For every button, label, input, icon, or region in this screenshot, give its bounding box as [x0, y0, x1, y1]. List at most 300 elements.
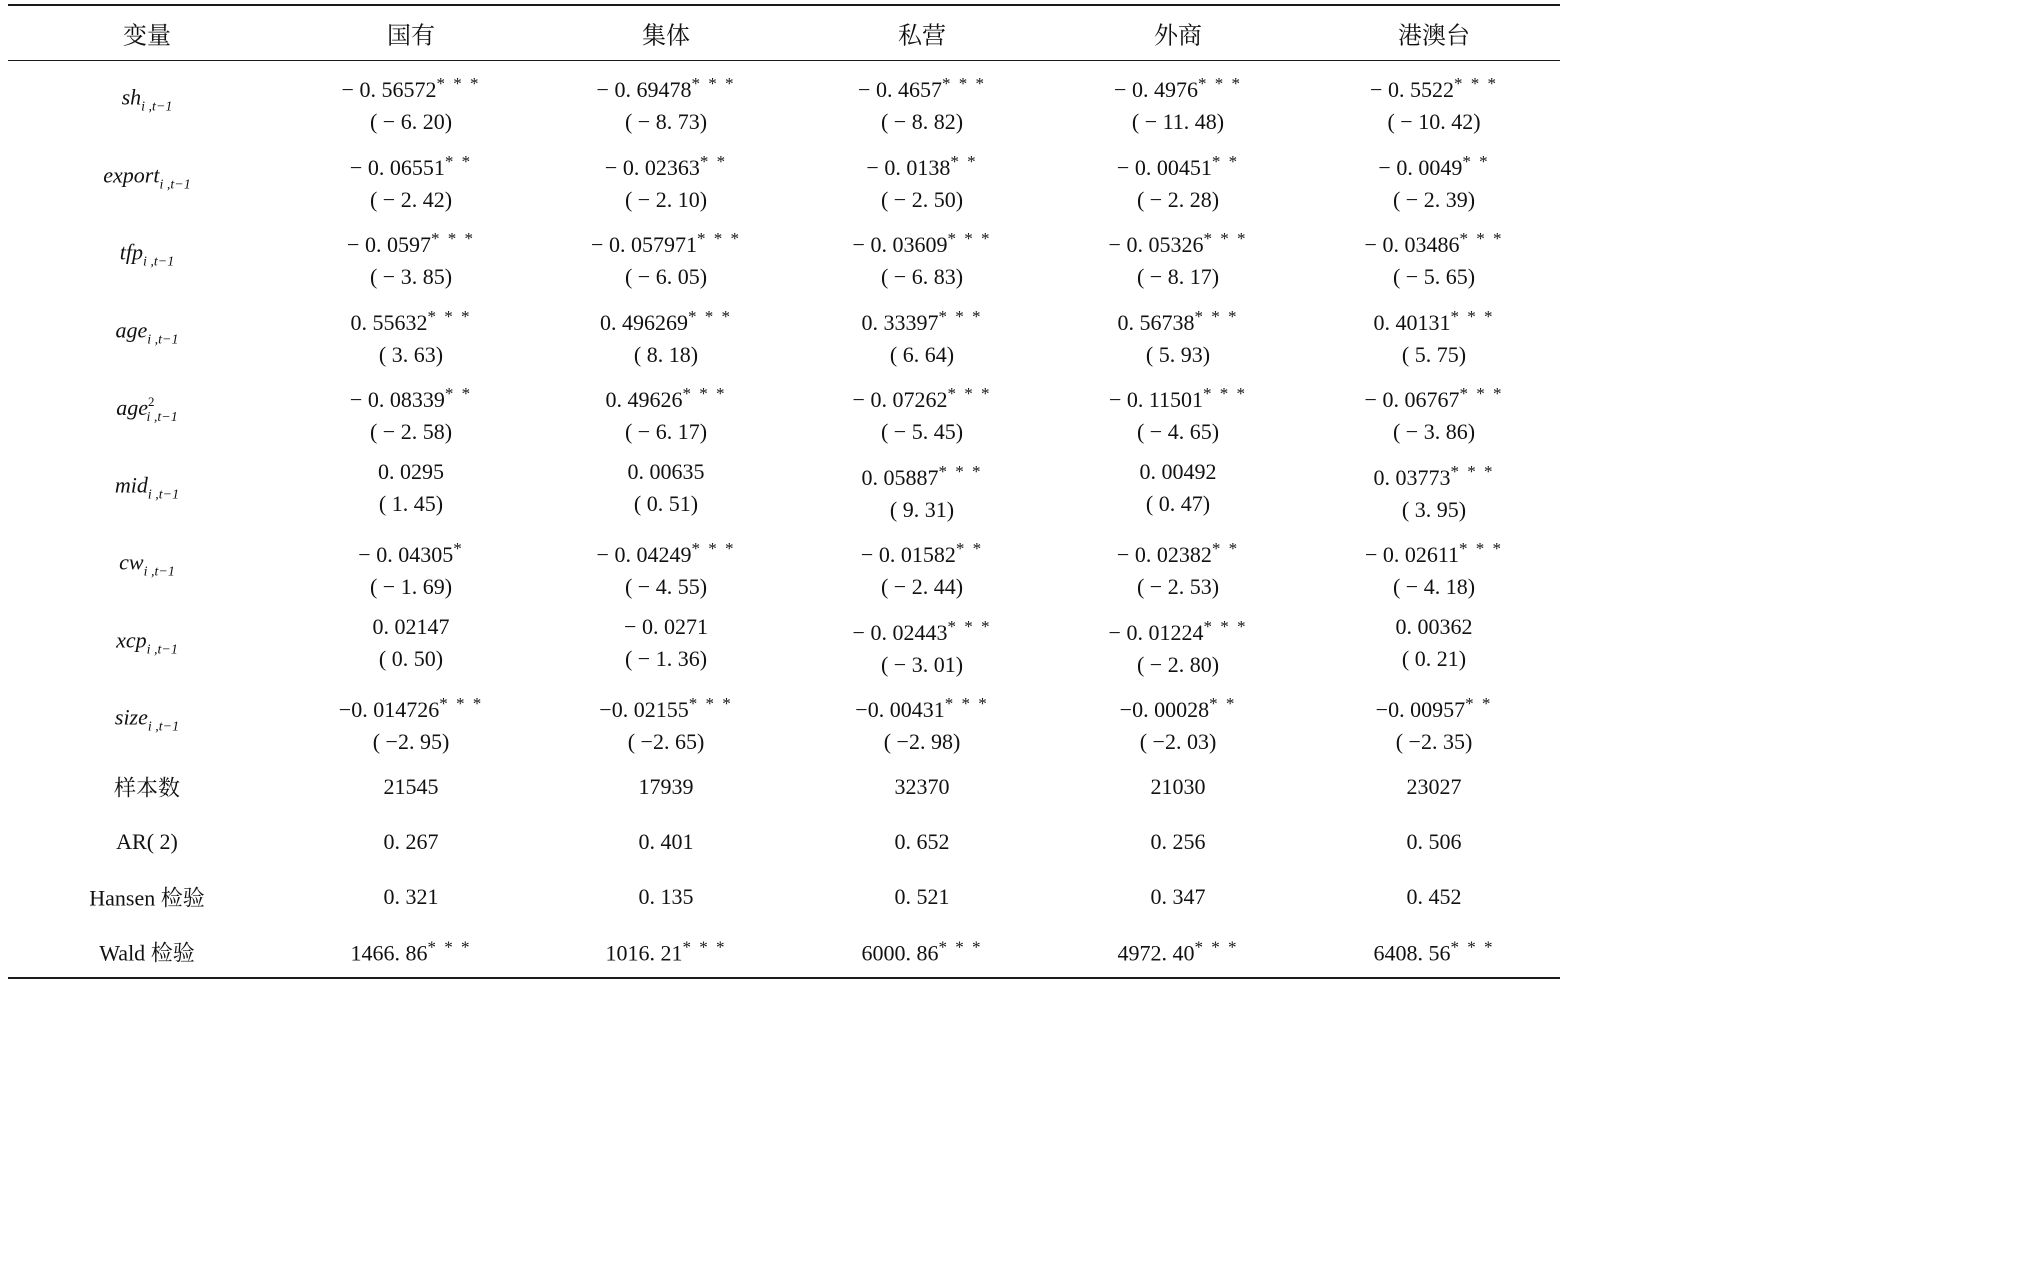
- coefficient-value-line: [1120, 688, 1237, 726]
- coefficient-value-line: [861, 533, 983, 571]
- stat-value-cell: [1151, 774, 1206, 800]
- stat-value-cell: [895, 829, 950, 855]
- coefficient-cell: [1109, 378, 1247, 448]
- t-statistic: ( − 10. 42): [1387, 109, 1481, 134]
- stat-value: 17939: [638, 774, 694, 799]
- variable-label: [116, 317, 179, 348]
- coefficient-value-line: [1109, 223, 1248, 261]
- significance-stars: * * *: [691, 74, 736, 93]
- coefficient-value-line: [1376, 688, 1493, 726]
- t-statistic: ( − 2. 58): [369, 419, 453, 444]
- coefficient-cell: [591, 223, 741, 293]
- variable-label: [120, 240, 174, 271]
- coefficient-cell: [861, 533, 983, 603]
- t-statistic: ( − 2. 44): [880, 574, 964, 599]
- coefficient-value-line: [606, 378, 727, 416]
- variable-symbol: export: [103, 162, 160, 187]
- stat-label-latin: AR( 2): [116, 829, 178, 854]
- coefficient-cell: [351, 301, 472, 371]
- coefficient-cell: [339, 688, 483, 758]
- variable-symbol: cw: [119, 549, 144, 575]
- coefficient-cell: [1370, 68, 1498, 138]
- significance-stars: * * *: [938, 937, 983, 957]
- stat-value: 1016. 21: [605, 940, 683, 966]
- significance-stars: * * *: [688, 306, 732, 326]
- variable-subscript: i ,t−1: [141, 99, 173, 115]
- coefficient-value: −0. 02155: [599, 697, 689, 722]
- stat-value: 0. 506: [1406, 829, 1462, 854]
- coefficient-value: 0. 00635: [627, 458, 705, 484]
- significance-stars: * * *: [1203, 229, 1248, 248]
- variable-superscript: 2: [148, 394, 155, 409]
- t-statistic: ( −2. 65): [627, 729, 705, 754]
- coefficient-value: − 0. 05326: [1108, 232, 1204, 257]
- t-statistic: ( 5. 93): [1145, 341, 1211, 367]
- coefficient-value: − 0. 4657: [858, 77, 942, 102]
- stat-value-cell: [639, 829, 694, 855]
- stat-value: 32370: [894, 774, 950, 799]
- stat-value-cell: [1151, 884, 1206, 910]
- coefficient-value: −0. 00028: [1119, 697, 1210, 722]
- t-statistic: ( − 1. 69): [369, 574, 453, 599]
- coefficient-cell: [1120, 688, 1237, 758]
- stat-label: [89, 882, 205, 913]
- significance-stars: * * *: [1203, 384, 1248, 403]
- coefficient-value-line: [1374, 456, 1495, 494]
- coefficient-value: −0. 00957: [1375, 697, 1466, 722]
- header-ownership-col: 私营: [898, 21, 946, 50]
- t-statistic: ( −2. 95): [372, 729, 450, 754]
- coefficient-cell: [853, 611, 992, 681]
- t-statistic: ( 6. 64): [889, 341, 955, 367]
- t-statistic: ( 9. 31): [889, 496, 955, 522]
- coefficient-cell: [1114, 68, 1242, 138]
- variable-label: [119, 550, 175, 581]
- coefficient-value-line: [597, 533, 736, 571]
- coefficient-value-line: [1370, 68, 1498, 106]
- t-statistic: ( − 3. 01): [880, 651, 964, 677]
- coefficient-value: − 0. 02443: [852, 619, 948, 645]
- stat-value: 0. 347: [1150, 884, 1206, 909]
- t-statistic: ( − 2. 39): [1392, 186, 1476, 212]
- stat-label: [99, 937, 194, 968]
- coefficient-value-line: [351, 301, 472, 339]
- coefficient-cell: [1365, 223, 1504, 293]
- significance-stars: * * *: [691, 539, 736, 558]
- t-statistic: ( − 4. 55): [624, 574, 708, 599]
- coefficient-cell: [1365, 533, 1503, 603]
- stat-label: [116, 829, 178, 855]
- t-statistic: ( − 5. 65): [1392, 264, 1476, 289]
- t-statistic: ( − 2. 53): [1136, 574, 1220, 599]
- t-statistic: ( − 4. 18): [1392, 574, 1476, 599]
- variable-label: [116, 394, 178, 426]
- significance-stars: * * *: [696, 229, 741, 248]
- stat-value-cell: [384, 884, 439, 910]
- coefficient-value: 0. 02147: [372, 613, 450, 639]
- coefficient-value: − 0. 4976: [1114, 77, 1198, 102]
- header-variable: 变量: [123, 21, 171, 50]
- stat-value-cell: [1118, 938, 1239, 967]
- significance-stars: * * *: [1194, 937, 1239, 957]
- t-statistic: ( − 6. 20): [369, 109, 453, 134]
- coefficient-value-line: [599, 688, 732, 726]
- coefficient-cell: [1117, 146, 1239, 216]
- coefficient-value: 0. 33397: [861, 309, 939, 335]
- coefficient-value-line: [591, 223, 741, 261]
- variable-label: [115, 472, 179, 503]
- t-statistic: ( −2. 03): [1139, 729, 1217, 754]
- coefficient-value: − 0. 057971: [591, 232, 697, 257]
- stat-label: [114, 772, 180, 803]
- coefficient-value: 0. 0295: [378, 458, 444, 484]
- significance-stars: * * *: [1450, 461, 1495, 481]
- significance-stars: * * *: [938, 461, 983, 481]
- variable-symbol: age: [115, 317, 148, 342]
- stat-label-chinese: 检验: [160, 886, 205, 912]
- coefficient-cell: [342, 68, 481, 138]
- significance-stars: * * *: [427, 306, 472, 326]
- coefficient-value-line: [866, 146, 977, 184]
- variable-subscript: i ,t−1: [159, 177, 191, 192]
- stat-value: 21545: [383, 774, 439, 799]
- variable-subscript: i ,t−1: [147, 332, 179, 347]
- t-statistic: ( − 5. 45): [880, 419, 964, 444]
- significance-stars: * * *: [947, 616, 992, 636]
- coefficient-cell: [624, 611, 708, 675]
- coefficient-value-line: [853, 378, 992, 416]
- coefficient-cell: [1376, 688, 1493, 758]
- coefficient-value-line: [1109, 378, 1247, 416]
- coefficient-cell: [1118, 301, 1239, 371]
- coefficient-value-line: [597, 68, 736, 106]
- significance-stars: * *: [699, 151, 728, 171]
- coefficient-cell: [628, 456, 705, 520]
- coefficient-value: −0. 00431: [855, 697, 945, 722]
- t-statistic: ( 3. 63): [378, 341, 444, 367]
- t-statistic: ( 8. 18): [633, 341, 699, 367]
- coefficient-cell: [1117, 533, 1239, 603]
- coefficient-value: 0. 05887: [861, 464, 939, 490]
- variable-symbol: tfp: [119, 239, 143, 265]
- stat-value: 23027: [1406, 774, 1462, 799]
- coefficient-value: − 0. 02611: [1364, 542, 1460, 567]
- stat-value-cell: [1151, 829, 1206, 855]
- t-statistic: ( − 6. 17): [624, 419, 708, 444]
- coefficient-value: 0. 00492: [1139, 458, 1217, 484]
- t-statistic: ( − 2. 10): [624, 186, 708, 212]
- coefficient-value: 0. 56738: [1117, 309, 1195, 335]
- coefficient-value-line: [862, 301, 983, 339]
- coefficient-value: − 0. 56572: [341, 77, 437, 102]
- coefficient-cell: [858, 68, 986, 138]
- coefficient-value-line: [373, 611, 450, 643]
- coefficient-cell: [378, 456, 444, 520]
- coefficient-value: 0. 55632: [350, 309, 428, 335]
- header-ownership-col: 国有: [387, 21, 435, 50]
- significance-stars: * * *: [1459, 384, 1504, 403]
- coefficient-cell: [600, 301, 732, 371]
- coefficient-value-line: [624, 611, 708, 643]
- stat-value-cell: [606, 938, 727, 967]
- significance-stars: * * *: [1459, 539, 1504, 558]
- variable-symbol: xcp: [116, 627, 147, 652]
- stat-label-latin: Wald: [99, 940, 151, 966]
- coefficient-value-line: [1365, 533, 1503, 571]
- stat-label-chinese: 检验: [150, 941, 195, 967]
- t-statistic: ( −2. 98): [883, 729, 961, 754]
- significance-stars: * * *: [436, 74, 481, 93]
- coefficient-value: − 0. 0597: [347, 232, 431, 257]
- variable-subscript: i ,t−1: [143, 564, 175, 580]
- coefficient-value: − 0. 0049: [1378, 154, 1463, 180]
- significance-stars: * * *: [427, 937, 472, 957]
- variable-subscript: i ,t−1: [147, 487, 180, 502]
- coefficient-value: − 0. 06551: [349, 154, 445, 180]
- coefficient-cell: [1374, 456, 1495, 526]
- significance-stars: * * *: [947, 384, 992, 403]
- stat-value-cell: [384, 774, 439, 800]
- coefficient-value-line: [347, 223, 475, 261]
- significance-stars: * * *: [941, 74, 986, 93]
- significance-stars: * *: [1211, 539, 1240, 558]
- coefficient-cell: [1378, 146, 1489, 216]
- coefficient-value-line: [1118, 301, 1239, 339]
- coefficient-value-line: [378, 456, 444, 488]
- stat-value: 4972. 40: [1117, 940, 1195, 966]
- t-statistic: ( − 8. 73): [624, 109, 708, 134]
- significance-stars: * * *: [682, 937, 727, 957]
- t-statistic: ( 0. 50): [378, 645, 444, 671]
- significance-stars: * * *: [1203, 616, 1248, 636]
- coefficient-value-line: [1114, 68, 1242, 106]
- significance-stars: * * *: [1194, 306, 1239, 326]
- stat-value: 0. 321: [383, 884, 439, 909]
- stat-value: 0. 652: [894, 829, 950, 854]
- t-statistic: ( − 6. 05): [624, 264, 708, 289]
- t-statistic: ( 0. 21): [1401, 645, 1467, 671]
- coefficient-cell: [855, 688, 988, 758]
- stat-value: 0. 135: [638, 884, 694, 909]
- coefficient-value-line: [1109, 611, 1248, 649]
- stat-label-latin: Hansen: [89, 885, 161, 911]
- coefficient-value: −0. 014726: [338, 697, 440, 722]
- coefficient-cell: [853, 223, 992, 293]
- stat-label-chinese: 样本数: [113, 776, 181, 802]
- stat-value: 0. 521: [894, 884, 950, 909]
- coefficient-cell: [862, 301, 983, 371]
- variable-subscript: i ,t−1: [146, 642, 178, 657]
- stat-value-cell: [1407, 774, 1462, 800]
- coefficient-value-line: [339, 688, 483, 726]
- coefficient-value: − 0. 03486: [1364, 232, 1460, 257]
- significance-stars: * * *: [682, 384, 727, 403]
- stat-value-cell: [384, 829, 439, 855]
- t-statistic: ( − 2. 80): [1136, 651, 1220, 677]
- coefficient-value-line: [1365, 223, 1504, 261]
- t-statistic: ( 5. 75): [1401, 341, 1467, 367]
- variable-subscript: i ,t−1: [143, 254, 175, 270]
- t-statistic: ( − 2. 50): [880, 186, 964, 212]
- coefficient-value: − 0. 00451: [1116, 154, 1212, 180]
- coefficient-cell: [1374, 301, 1495, 371]
- coefficient-value: − 0. 03609: [852, 232, 948, 257]
- significance-stars: * * *: [1450, 937, 1495, 957]
- coefficient-value-line: [1396, 611, 1473, 643]
- coefficient-value: 0. 49626: [605, 387, 683, 412]
- coefficient-value: 0. 40131: [1373, 309, 1451, 335]
- coefficient-value-line: [358, 533, 463, 571]
- header-ownership-col: 外商: [1154, 21, 1202, 50]
- coefficient-cell: [599, 688, 732, 758]
- significance-stars: * * *: [1197, 74, 1242, 93]
- significance-stars: * *: [1211, 151, 1240, 171]
- coefficient-value-line: [605, 146, 727, 184]
- variable-symbol: mid: [114, 472, 148, 497]
- coefficient-value-line: [1117, 146, 1239, 184]
- coefficient-value: − 0. 5522: [1370, 77, 1454, 102]
- coefficient-value: − 0. 04249: [596, 542, 692, 567]
- coefficient-value: − 0. 02382: [1116, 542, 1212, 567]
- stat-value: 0. 256: [1150, 829, 1206, 854]
- coefficient-cell: [373, 611, 450, 675]
- t-statistic: ( − 8. 82): [880, 109, 964, 134]
- significance-stars: * * *: [1459, 229, 1504, 248]
- coefficient-cell: [862, 456, 983, 526]
- coefficient-cell: [1396, 611, 1473, 675]
- significance-stars: * * *: [688, 694, 733, 713]
- stat-value-cell: [639, 774, 694, 800]
- significance-stars: * * *: [1453, 74, 1498, 93]
- variable-symbol: age: [116, 395, 149, 420]
- coefficient-value-line: [1378, 146, 1489, 184]
- stat-value-cell: [1407, 884, 1462, 910]
- t-statistic: ( − 11. 48): [1131, 109, 1225, 134]
- t-statistic: ( 0. 47): [1145, 490, 1211, 516]
- coefficient-value: − 0. 01224: [1108, 619, 1204, 645]
- coefficient-cell: [347, 223, 475, 293]
- stat-value: 0. 401: [638, 829, 694, 854]
- coefficient-value-line: [862, 456, 983, 494]
- significance-stars: * *: [1209, 694, 1237, 713]
- header-rule: [8, 60, 1560, 61]
- stat-value-cell: [639, 884, 694, 910]
- variable-label: [103, 162, 190, 193]
- coefficient-cell: [853, 378, 992, 448]
- coefficient-value: 0. 00362: [1395, 613, 1473, 639]
- coefficient-value: − 0. 0271: [624, 613, 708, 639]
- coefficient-value-line: [1140, 456, 1217, 488]
- header-ownership-col: 港澳台: [1398, 21, 1470, 50]
- t-statistic: ( 1. 45): [378, 490, 444, 516]
- stat-value: 0. 452: [1406, 884, 1462, 909]
- t-statistic: ( 3. 95): [1401, 496, 1467, 522]
- coefficient-cell: [597, 533, 736, 603]
- coefficient-value: − 0. 04305: [358, 542, 454, 567]
- variable-label: [116, 627, 178, 658]
- coefficient-cell: [1109, 223, 1248, 293]
- significance-stars: * * *: [1450, 306, 1495, 326]
- coefficient-value-line: [342, 68, 481, 106]
- top-rule: [8, 4, 1560, 6]
- coefficient-value-line: [1365, 378, 1504, 416]
- coefficient-value: − 0. 06767: [1364, 387, 1460, 412]
- coefficient-value: − 0. 0138: [866, 154, 951, 180]
- coefficient-value-line: [853, 223, 992, 261]
- coefficient-value-line: [628, 456, 705, 488]
- t-statistic: ( −2. 35): [1395, 729, 1473, 754]
- significance-stars: * * *: [947, 229, 992, 248]
- coefficient-value: − 0. 08339: [349, 387, 445, 412]
- t-statistic: ( − 3. 85): [369, 264, 453, 289]
- coefficient-value-line: [855, 688, 988, 726]
- coefficient-value: − 0. 01582: [860, 542, 956, 567]
- coefficient-cell: [597, 68, 736, 138]
- coefficient-value: − 0. 07262: [852, 387, 948, 412]
- bottom-rule: [8, 977, 1560, 979]
- coefficient-cell: [350, 378, 472, 448]
- variable-label: [122, 85, 173, 116]
- significance-stars: * *: [1465, 694, 1493, 713]
- coefficient-value: − 0. 11501: [1108, 387, 1204, 412]
- coefficient-value: 0. 496269: [600, 309, 688, 335]
- header-ownership-col: 集体: [642, 21, 690, 50]
- variable-subscript: i ,t−1: [146, 410, 178, 425]
- variable-symbol: sh: [121, 84, 142, 110]
- stat-value: 6408. 56: [1373, 940, 1451, 966]
- stat-value-cell: [351, 938, 472, 967]
- t-statistic: ( − 2. 42): [369, 186, 453, 212]
- significance-stars: * * *: [944, 694, 989, 713]
- t-statistic: ( − 6. 83): [880, 264, 964, 289]
- variable-symbol: size: [114, 704, 148, 730]
- stat-value: 21030: [1150, 774, 1206, 799]
- coefficient-cell: [1140, 456, 1217, 520]
- stat-value: 0. 267: [383, 829, 439, 854]
- significance-stars: * * *: [439, 694, 484, 713]
- stat-value-cell: [1374, 938, 1495, 967]
- stat-value: 6000. 86: [861, 940, 939, 966]
- stat-value-cell: [862, 938, 983, 967]
- coefficient-value: − 0. 02363: [604, 154, 700, 180]
- coefficient-value-line: [853, 611, 992, 649]
- significance-stars: * * *: [430, 229, 475, 248]
- stat-value-cell: [895, 884, 950, 910]
- significance-stars: *: [453, 539, 464, 558]
- coefficient-cell: [866, 146, 977, 216]
- t-statistic: ( − 8. 17): [1136, 264, 1220, 289]
- t-statistic: ( − 2. 28): [1136, 186, 1220, 212]
- variable-subscript: i ,t−1: [147, 719, 180, 735]
- coefficient-value-line: [1117, 533, 1239, 571]
- coefficient-cell: [358, 533, 463, 603]
- t-statistic: ( 0. 51): [633, 490, 699, 516]
- coefficient-cell: [350, 146, 472, 216]
- significance-stars: * *: [444, 384, 473, 403]
- significance-stars: * * *: [938, 306, 983, 326]
- coefficient-cell: [606, 378, 727, 448]
- coefficient-value-line: [350, 378, 472, 416]
- t-statistic: ( − 1. 36): [624, 645, 708, 671]
- significance-stars: * *: [444, 151, 473, 171]
- stat-value-cell: [1407, 829, 1462, 855]
- coefficient-value-line: [1374, 301, 1495, 339]
- significance-stars: * *: [950, 151, 978, 171]
- coefficient-value-line: [858, 68, 986, 106]
- stat-value: 1466. 86: [350, 940, 428, 966]
- stat-value-cell: [895, 774, 950, 800]
- significance-stars: * *: [955, 539, 984, 558]
